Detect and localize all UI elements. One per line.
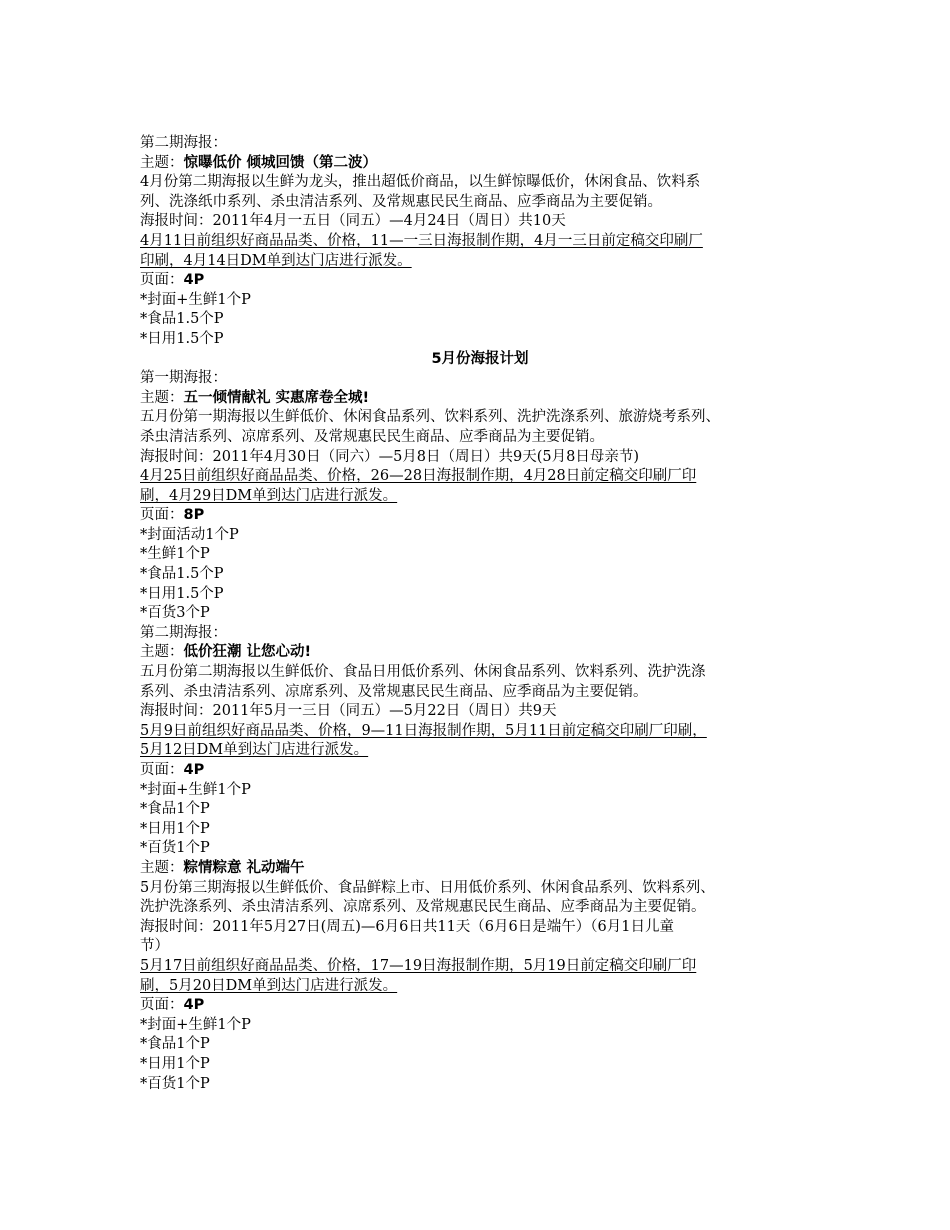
theme-line <box>140 643 820 663</box>
description-line: 系列、杀虫清洁系列、凉席系列、及常规惠民民生商品、应季商品为主要促销。 <box>140 683 648 700</box>
page-item: *日用1个P <box>140 1055 210 1072</box>
page-item: *百货1个P <box>140 840 210 857</box>
pages-count: 4P <box>183 997 205 1014</box>
issue-label: 第二期海报： <box>140 624 227 641</box>
page-item: *百货1个P <box>140 1075 210 1092</box>
page-item: *生鲜1个P <box>140 546 210 563</box>
description-line: 4月份第二期海报以生鲜为龙头，推出超低价商品，以生鲜惊曝低价，休闲食品、饮料系 <box>140 174 701 191</box>
description-line: 五月份第一期海报以生鲜低价、休闲食品系列、饮料系列、洗护洗涤系列、旅游烧考系列、 <box>140 409 720 426</box>
theme-line <box>140 154 820 174</box>
schedule-line: 5月9日前组织好商品品类、价格，9—11日海报制作期，5月11日前定稿交印刷厂印刷， <box>140 722 707 739</box>
poster-time: 海报时间：2011年5月27日(周五)—6月6日共11天（6月6日是端午）（6月1日儿童 <box>140 918 674 935</box>
description-line: 洗护洗涤系列、杀虫清洁系列、凉席系列、及常规惠民民生商品、应季商品为主要促销。 <box>140 899 706 916</box>
pages-count: 8P <box>183 507 205 524</box>
page-item: *封面+生鲜1个P <box>140 781 251 798</box>
pages-line <box>140 271 820 291</box>
theme-prefix: 主题： <box>140 859 184 876</box>
theme-title: 五一倾情献礼 实惠席卷全城! <box>183 389 370 406</box>
issue-label: 第二期海报： <box>140 135 227 151</box>
pages-prefix: 页面： <box>140 762 184 778</box>
schedule-line: 5月17日前组织好商品品类、价格，17—19日海报制作期，5月19日前定稿交印刷厂印 <box>140 957 697 974</box>
pages-prefix: 页面： <box>140 272 184 289</box>
page-item: *日用1个P <box>140 820 210 837</box>
theme-title: 低价狂潮 让您心动! <box>183 644 312 661</box>
issue-label: 第一期海报： <box>140 370 227 387</box>
schedule-line: 刷，5月20日DM单到达门店进行派发。 <box>140 977 398 994</box>
poster-time-cont: 节） <box>140 938 169 955</box>
description-line: 列、洗涤纸巾系列、杀虫清洁系列、及常规惠民民生商品、应季商品为主要促销。 <box>140 193 662 210</box>
page-item: *日用1.5个P <box>140 585 224 602</box>
pages-prefix: 页面： <box>140 507 184 524</box>
pages-count: 4P <box>183 272 205 289</box>
description-line: 杀虫清洁系列、凉席系列、及常规惠民民生商品、应季商品为主要促销。 <box>140 428 604 445</box>
pages-count: 4P <box>183 762 205 778</box>
theme-line <box>140 859 820 879</box>
theme-prefix: 主题： <box>140 389 184 406</box>
pages-prefix: 页面： <box>140 997 184 1014</box>
description-line: 5月份第三期海报以生鲜低价、食品鲜粽上市、日用低价系列、休闲食品系列、饮料系列、 <box>140 879 715 896</box>
page-item: *封面活动1个P <box>140 526 239 543</box>
page-item: *食品1个P <box>140 1036 210 1053</box>
poster-time: 海报时间：2011年5月一三日（同五）—5月22日（周日）共9天 <box>140 703 557 720</box>
description-line: 五月份第二期海报以生鲜低价、食品日用低价系列、休闲食品系列、饮料系列、洗护洗涤 <box>140 664 706 681</box>
schedule-line: 4月11日前组织好商品品类、价格，11—一三日海报制作期，4月一三日前定稿交印刷厂 <box>140 232 703 249</box>
pages-line <box>140 996 820 1016</box>
theme-title: 惊曝低价 倾城回馈（第二波） <box>183 154 378 171</box>
theme-title: 粽情粽意 礼动端午 <box>183 859 305 876</box>
theme-prefix: 主题： <box>140 644 184 661</box>
schedule-line: 印刷，4月14日DM单到达门店进行派发。 <box>140 252 412 269</box>
page-item: *食品1个P <box>140 801 210 818</box>
page-item: *百货3个P <box>140 605 210 622</box>
document-body <box>140 134 820 1094</box>
page-item: *封面+生鲜1个P <box>140 1016 251 1033</box>
pages-line <box>140 506 820 526</box>
page-item: *封面+生鲜1个P <box>140 291 251 308</box>
section-heading: 5月份海报计划 <box>431 350 529 367</box>
theme-line <box>140 389 820 409</box>
poster-time: 海报时间：2011年4月30日（同六）—5月8日（周日）共9天(5月8日母亲节) <box>140 448 640 465</box>
page-item: *日用1.5个P <box>140 330 224 347</box>
schedule-line: 5月12日DM单到达门店进行派发。 <box>140 742 369 759</box>
poster-time: 海报时间：2011年4月一五日（同五）—4月24日（周日）共10天 <box>140 213 566 230</box>
theme-prefix: 主题： <box>140 154 184 171</box>
pages-line <box>140 761 820 781</box>
schedule-line: 4月25日前组织好商品品类、价格，26—28日海报制作期，4月28日前定稿交印刷厂印 <box>140 468 697 485</box>
page-item: *食品1.5个P <box>140 566 224 583</box>
page-item: *食品1.5个P <box>140 311 224 328</box>
schedule-line: 刷，4月29日DM单到达门店进行派发。 <box>140 487 398 504</box>
